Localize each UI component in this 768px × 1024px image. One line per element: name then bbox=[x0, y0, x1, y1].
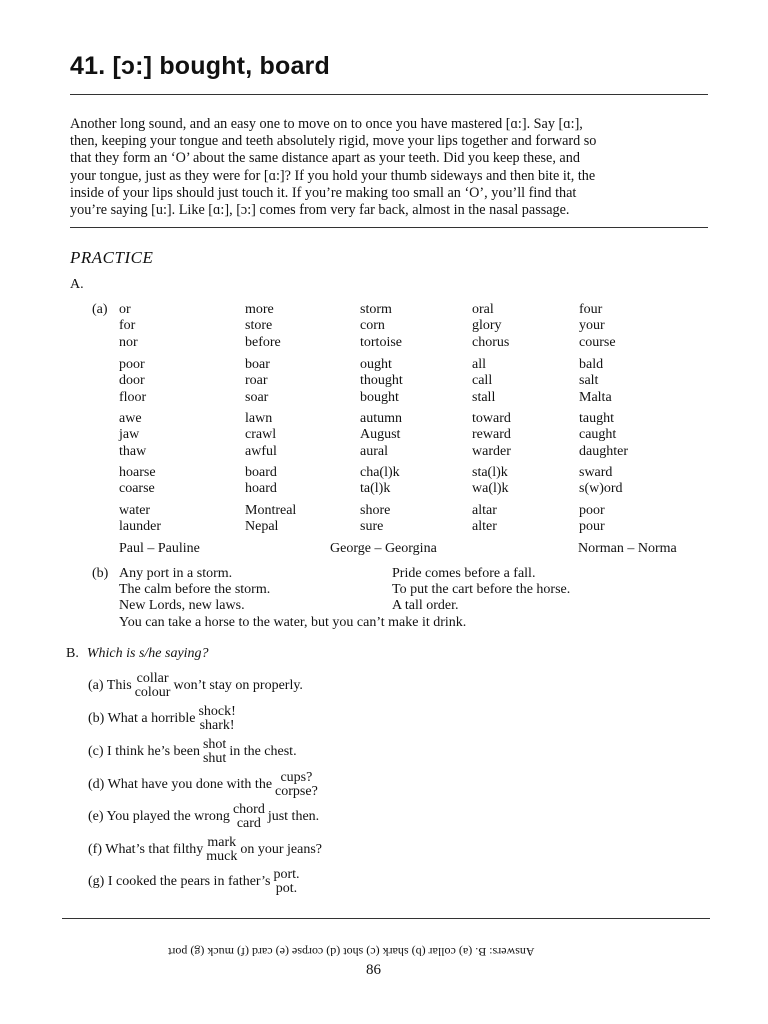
part-b-label: (b) bbox=[92, 566, 109, 581]
sentence-after: in the chest. bbox=[229, 744, 297, 760]
word-item: reward bbox=[472, 427, 511, 443]
answers-upside-down: Answers: B. (a) collar (b) shark (c) shot (d) corpse (e) card (f) muck (g) port bbox=[168, 945, 535, 959]
intro-line: Another long sound, and an easy one to move on to once you have mastered [ɑ:]. Say [ɑ:], bbox=[70, 116, 583, 132]
choice-top: shot bbox=[202, 737, 227, 752]
section-b-heading bbox=[66, 646, 209, 662]
choice-top: mark bbox=[207, 835, 237, 850]
word-item: caught bbox=[579, 427, 617, 443]
sentence-label: (g) bbox=[88, 874, 105, 890]
word-choice bbox=[233, 803, 265, 831]
word-item: hoard bbox=[245, 481, 277, 497]
word-item: Malta bbox=[579, 389, 612, 405]
proverb: The calm before the storm. bbox=[119, 582, 271, 597]
sentence-before: This bbox=[106, 678, 132, 694]
intro-line: that they form an ‘O’ about the same distance apart as your teeth. Did you keep these, and bbox=[70, 150, 580, 167]
section-a-label: A. bbox=[70, 277, 84, 292]
proverb: New Lords, new laws. bbox=[119, 598, 245, 613]
sentence-item bbox=[88, 771, 321, 799]
word-item: soar bbox=[245, 389, 269, 405]
word-item: salt bbox=[579, 373, 599, 389]
choice-top: shock! bbox=[198, 704, 236, 719]
word-item: boar bbox=[245, 357, 270, 372]
title-rule bbox=[70, 94, 708, 95]
choice-bottom: pot. bbox=[275, 881, 298, 896]
sentence-label: (d) bbox=[88, 777, 105, 793]
word-item: all bbox=[472, 357, 486, 372]
word-item: four bbox=[579, 302, 603, 317]
word-item: chorus bbox=[472, 334, 510, 350]
word-item: altar bbox=[472, 503, 497, 518]
word-item: alter bbox=[472, 519, 497, 535]
sentence-item bbox=[88, 803, 319, 831]
word-item: cha(l)k bbox=[360, 465, 400, 480]
word-item: Nepal bbox=[245, 519, 279, 535]
name-pair: Paul – Pauline bbox=[119, 541, 200, 556]
word-item: or bbox=[119, 302, 131, 317]
word-choice bbox=[206, 836, 237, 864]
word-item: jaw bbox=[119, 427, 140, 443]
word-item: warder bbox=[472, 443, 511, 459]
word-item: Montreal bbox=[245, 503, 297, 518]
word-item: thought bbox=[360, 373, 403, 389]
section-b-label: B. bbox=[66, 646, 79, 661]
word-item: sward bbox=[579, 465, 613, 480]
intro-line: you’re saying [u:]. Like [ɑ:], [ɔ:] comes from very far back, almost in the nasal passage. bbox=[70, 202, 570, 219]
word-item: wa(l)k bbox=[472, 481, 509, 497]
sentence-before: What have you done with the bbox=[107, 777, 273, 793]
word-item: toward bbox=[472, 411, 511, 426]
intro-rule bbox=[70, 227, 708, 228]
word-item: poor bbox=[579, 503, 605, 518]
word-item: tortoise bbox=[360, 334, 402, 350]
word-item: corn bbox=[360, 318, 385, 334]
word-item: roar bbox=[245, 373, 268, 389]
intro-paragraph bbox=[70, 116, 710, 219]
word-item: daughter bbox=[579, 443, 628, 459]
word-item: lawn bbox=[245, 411, 273, 426]
sentence-label: (a) bbox=[88, 678, 104, 694]
word-item: crawl bbox=[245, 427, 277, 443]
word-item: oral bbox=[472, 302, 494, 317]
word-item: bought bbox=[360, 389, 399, 405]
word-item: autumn bbox=[360, 411, 402, 426]
word-item: ought bbox=[360, 357, 392, 372]
word-item: pour bbox=[579, 519, 605, 535]
proverb: To put the cart before the horse. bbox=[392, 582, 571, 597]
word-choice bbox=[275, 771, 318, 799]
word-item: floor bbox=[119, 389, 147, 405]
sentence-label: (f) bbox=[88, 842, 102, 858]
word-item: storm bbox=[360, 302, 392, 317]
part-a-label: (a) bbox=[92, 302, 108, 317]
proverb: A tall order. bbox=[392, 598, 459, 613]
sentence-before: I cooked the pears in father’s bbox=[107, 874, 271, 890]
name-pair: George – Georgina bbox=[330, 541, 437, 556]
sentence-label: (b) bbox=[88, 711, 105, 727]
choice-top: port. bbox=[273, 867, 300, 882]
word-item: launder bbox=[119, 519, 161, 535]
word-item: water bbox=[119, 503, 151, 518]
choice-bottom: colour bbox=[134, 685, 171, 700]
word-item: store bbox=[245, 318, 273, 334]
intro-line: then, keeping your tongue and teeth absolutely rigid, move your lips together and forward so bbox=[70, 133, 597, 150]
sentence-label: (e) bbox=[88, 809, 104, 825]
word-item: shore bbox=[360, 503, 391, 518]
page-number: 86 bbox=[366, 962, 381, 978]
word-item: coarse bbox=[119, 481, 155, 497]
word-item: taught bbox=[579, 411, 614, 426]
word-item: glory bbox=[472, 318, 502, 334]
word-item: your bbox=[579, 318, 605, 334]
sentence-item bbox=[88, 868, 303, 896]
word-item: bald bbox=[579, 357, 604, 372]
sentence-before: What’s that filthy bbox=[105, 842, 204, 858]
word-choice bbox=[273, 868, 299, 896]
sentence-item bbox=[88, 672, 303, 700]
word-item: stall bbox=[472, 389, 496, 405]
word-item: hoarse bbox=[119, 465, 156, 480]
sentence-after: on your jeans? bbox=[240, 842, 322, 858]
choice-bottom: shut bbox=[202, 751, 227, 766]
intro-line: your tongue, just as they were for [ɑ:]? If you hold your thumb sideways and then bite it, the bbox=[70, 167, 596, 184]
word-item: more bbox=[245, 302, 274, 317]
word-item: ta(l)k bbox=[360, 481, 391, 497]
proverb: Pride comes before a fall. bbox=[392, 566, 536, 581]
intro-line: inside of your lips should just touch it. If you’re making too small an ‘O’, you’ll find that bbox=[70, 184, 577, 201]
word-item: thaw bbox=[119, 443, 147, 459]
practice-heading: PRACTICE bbox=[70, 248, 154, 267]
sentence-item bbox=[88, 705, 239, 733]
word-item: course bbox=[579, 334, 616, 350]
sentence-after: won’t stay on properly. bbox=[173, 678, 303, 694]
name-pair: Norman – Norma bbox=[578, 541, 677, 556]
section-b-instruction: Which is s/he saying? bbox=[86, 646, 209, 661]
choice-bottom: shark! bbox=[199, 718, 235, 733]
choice-bottom: muck bbox=[206, 849, 238, 864]
word-item: before bbox=[245, 334, 281, 350]
choice-bottom: card bbox=[236, 816, 261, 831]
choice-top: chord bbox=[232, 802, 265, 817]
word-choice bbox=[135, 672, 171, 700]
word-item: call bbox=[472, 373, 493, 389]
word-item: awe bbox=[119, 411, 142, 426]
sentence-before: What a horrible bbox=[107, 711, 196, 727]
word-choice bbox=[198, 705, 235, 733]
word-item: sure bbox=[360, 519, 384, 535]
proverbs-right bbox=[392, 566, 570, 614]
word-item: for bbox=[119, 318, 136, 334]
page-title: 41. [ɔ:] bought, board bbox=[70, 52, 330, 80]
choice-top: cups? bbox=[280, 770, 313, 785]
sentence-before: I think he’s been bbox=[107, 744, 200, 760]
word-item: poor bbox=[119, 357, 145, 372]
sentence-item bbox=[88, 836, 322, 864]
choice-bottom: corpse? bbox=[275, 784, 318, 799]
footer-rule bbox=[62, 918, 710, 919]
sentence-after: just then. bbox=[267, 809, 320, 825]
choice-top: collar bbox=[136, 671, 169, 686]
sentence-before: You played the wrong bbox=[106, 809, 230, 825]
sentence-label: (c) bbox=[88, 744, 104, 760]
word-item: s(w)ord bbox=[579, 481, 623, 497]
word-item: nor bbox=[119, 334, 138, 350]
proverb-last: You can take a horse to the water, but you can’t make it drink. bbox=[119, 615, 467, 630]
word-item: awful bbox=[245, 443, 277, 459]
word-item: August bbox=[360, 427, 401, 443]
word-choice bbox=[203, 738, 226, 766]
word-item: aural bbox=[360, 443, 388, 459]
sentence-item bbox=[88, 738, 297, 766]
proverbs-left bbox=[119, 566, 270, 614]
proverb: Any port in a storm. bbox=[119, 566, 233, 581]
word-item: door bbox=[119, 373, 145, 389]
word-item: board bbox=[245, 465, 277, 480]
word-item: sta(l)k bbox=[472, 465, 508, 480]
